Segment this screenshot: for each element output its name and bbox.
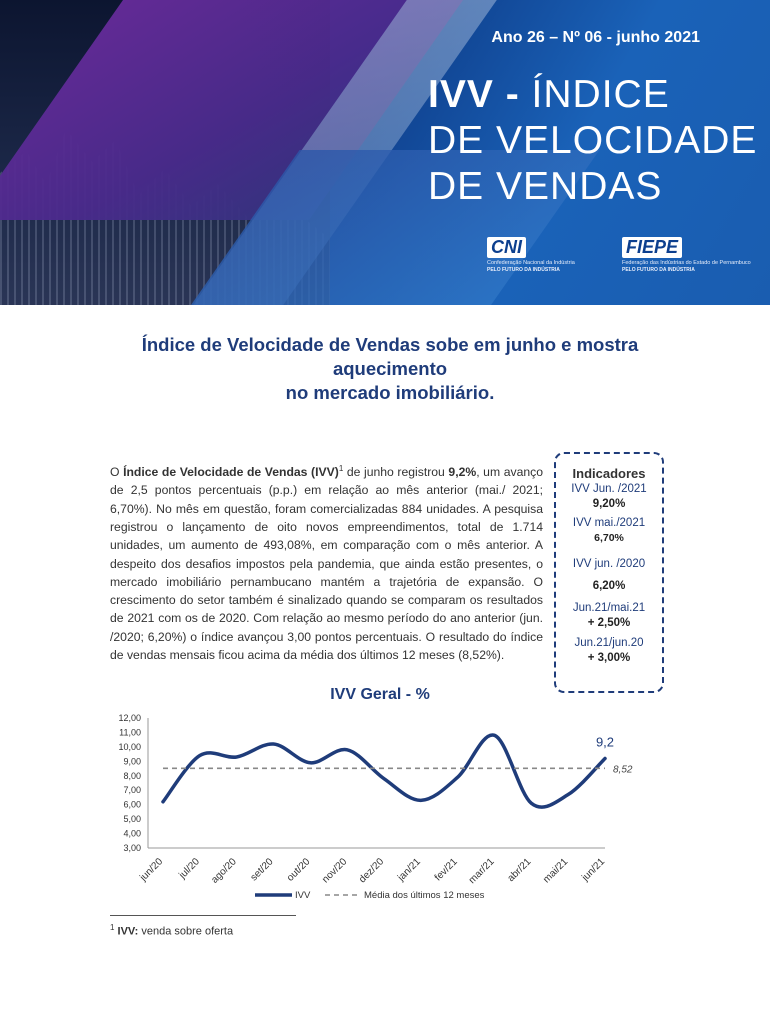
- y-tick-label: 6,00: [123, 799, 141, 810]
- indicator-value: 6,20%: [592, 580, 626, 592]
- indicator-value: + 2,50%: [587, 617, 631, 629]
- fiepe-logo: FIEPE Federação das Indústrias do Estado de Pernambuco PELO FUTURO DA INDÚSTRIA: [622, 237, 751, 273]
- indicator-label: IVV Jun. /2021: [571, 483, 647, 495]
- legend-label-ivv: IVV: [295, 890, 311, 901]
- y-tick-label: 4,00: [123, 828, 141, 839]
- report-title: IVV - ÍNDICE DE VELOCIDADE DE VENDAS: [428, 73, 758, 208]
- x-tick-label: fev/21: [432, 856, 460, 884]
- x-tick-label: nov/20: [320, 856, 350, 886]
- footnote-divider: [110, 915, 296, 916]
- ivv-line-chart: [100, 680, 660, 910]
- x-tick-label: abr/21: [505, 856, 534, 885]
- footnote: $^1$ IVV: venda sobre oferta: [110, 923, 234, 938]
- article-body: O Índice de Velocidade de Vendas (IVV)$^1$ de junho registrou 9,2%, um avanço de 2,5 pontos percentuais (p.p.) em relação ao mês anterior (mai./ 2021; 6,70%). No mês em questão, foram comercializadas 884 unidades. A pesquisa registrou o lançamento de oito novos empreendimentos, total de 1.714 unidades, um aumento de 493,08%, em comparação com o mês anterior. A despeito dos desafios impostos pela pandemia, que ainda estão presentes, o mercado imobiliário pernambucano mantém a trajetória de expansão. O crescimento do setor também é sinalizado quando se comparam os resultados de 2021 com os de 2020. Com relação ao mesmo período do ano anterior (jun. /2020; 6,20%) o índice avançou 3,00 pontos percentuais. O resultado do índice de vendas mensais ficou acima da média dos últimos 12 meses (8,52%).: [110, 464, 543, 663]
- indicators-box: [554, 452, 664, 693]
- x-tick-label: mai/21: [541, 856, 571, 886]
- indicator-label: Jun.21/jun.20: [574, 637, 644, 649]
- y-tick-label: 10,00: [118, 741, 141, 752]
- indicator-value: 6,70%: [594, 532, 624, 544]
- x-tick-label: jun/20: [138, 856, 166, 884]
- y-tick-label: 3,00: [123, 843, 141, 853]
- data-label: 9,2: [595, 734, 615, 750]
- x-tick-label: jul/20: [177, 856, 202, 882]
- y-tick-label: 8,00: [123, 770, 141, 781]
- indicator-label: IVV jun. /2020: [572, 558, 646, 570]
- article-headline: Índice de Velocidade de Vendas sobe em junho e mostra aquecimento no mercado imobiliário.: [141, 334, 639, 403]
- indicator-label: IVV mai./2021: [572, 517, 646, 529]
- x-tick-label: ago/20: [209, 856, 239, 886]
- indicators-title: Indicadores: [572, 466, 646, 481]
- x-tick-label: out/20: [285, 856, 313, 884]
- y-tick-label: 5,00: [123, 814, 141, 825]
- x-tick-label: mar/21: [466, 856, 497, 887]
- x-tick-label: dez/20: [357, 856, 387, 886]
- indicator-value: 9,20%: [592, 498, 626, 510]
- chart-svg: [100, 680, 660, 910]
- edition-label: Ano 26 – Nº 06 - junho 2021: [491, 29, 700, 46]
- y-tick-label: 11,00: [119, 727, 141, 738]
- x-tick-label: jan/21: [395, 856, 423, 884]
- series-line-ivv: [163, 735, 605, 807]
- y-tick-label: 9,00: [123, 756, 141, 767]
- y-tick-label: 12,00: [118, 713, 141, 723]
- y-tick-label: 7,00: [123, 785, 141, 796]
- x-tick-label: set/20: [248, 856, 276, 884]
- indicator-label: Jun.21/mai.21: [572, 602, 646, 614]
- cni-logo: CNI Confederação Nacional da Indústria PELO FUTURO DA INDÚSTRIA: [487, 237, 575, 273]
- chart-title: IVV Geral - %: [330, 686, 430, 703]
- header-banner: [0, 0, 770, 305]
- data-label: 8,52: [613, 764, 633, 776]
- x-tick-label: jun/21: [580, 856, 608, 884]
- legend-label-average: Média dos últimos 12 meses: [364, 890, 485, 901]
- indicator-value: + 3,00%: [587, 652, 631, 664]
